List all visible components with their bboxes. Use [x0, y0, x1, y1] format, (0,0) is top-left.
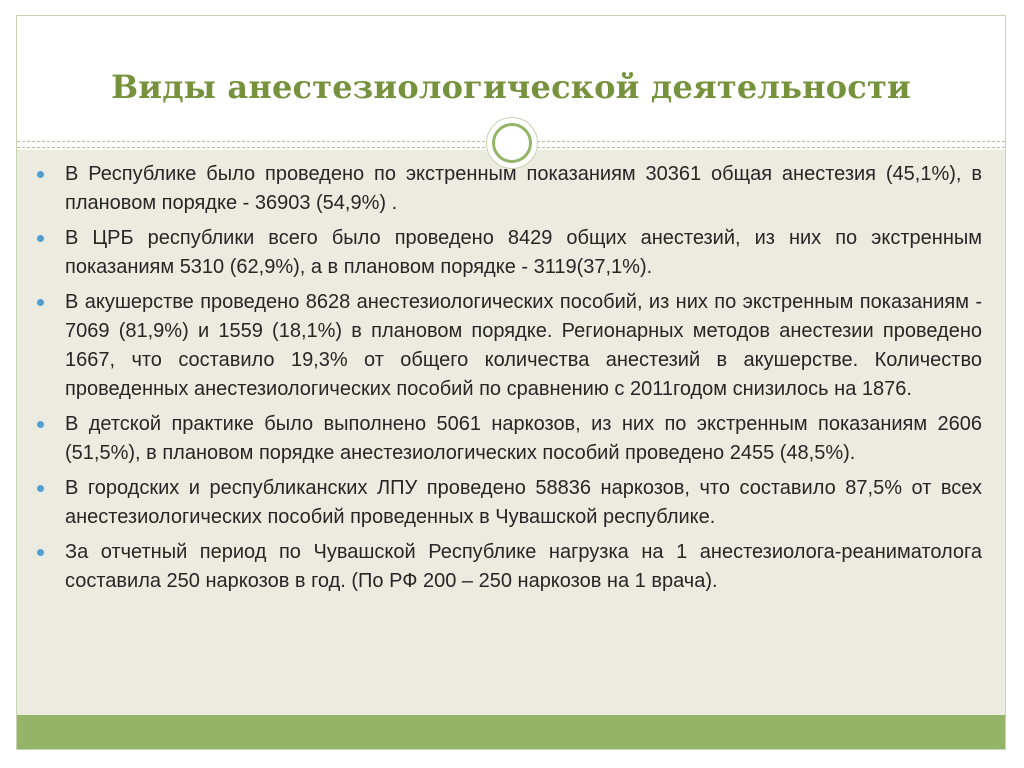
bullet-dot-icon — [37, 235, 44, 242]
bullet-text: За отчетный период по Чувашской Республике нагрузка на 1 анестезиолога-реаниматолога составила 250 наркозов в год. (По РФ 200 – 250 наркозов на 1 врача). — [65, 541, 982, 592]
bullet-item — [34, 224, 982, 282]
bullet-dot-icon — [37, 299, 44, 306]
bullet-item — [34, 538, 982, 596]
bullet-list — [34, 160, 982, 602]
bullet-text: В Республике было проведено по экстренным показаниям 30361 общая анестезия (45,1%), в плановом порядке - 36903 (54,9%) . — [65, 163, 982, 214]
bullet-dot-icon — [37, 421, 44, 428]
bullet-text: В городских и республиканских ЛПУ проведено 58836 наркозов, что составило 87,5% от всех анестезиологических пособий проведенных в Чувашской республике. — [65, 477, 982, 528]
bullet-item — [34, 410, 982, 468]
bullet-text: В ЦРБ республики всего было проведено 8429 общих анестезий, из них по экстренным показаниям 5310 (62,9%), а в плановом порядке - 3119(37,1%). — [65, 227, 982, 278]
bottom-accent-bar — [17, 715, 1005, 749]
bullet-text: В детской практике было выполнено 5061 наркозов, из них по экстренным показаниям 2606 (51,5%), в плановом порядке анестезиологических пособий проведено 2455 (48,5%). — [65, 413, 982, 464]
bullet-dot-icon — [37, 171, 44, 178]
bullet-item — [34, 474, 982, 532]
bullet-dot-icon — [37, 485, 44, 492]
bullet-text: В акушерстве проведено 8628 анестезиологических пособий, из них по экстренным показаниям - 7069 (81,9%) и 1559 (18,1%) в плановом порядке. Регионарных методов анестезии проведено 1667, что составило 19,3% от общего количества анестезий в акушерстве. Количество проведенных анестезиологических пособий по сравнению с 2011годом снизилось на 1876. — [65, 291, 982, 400]
slide-title: Виды анестезиологической деятельности — [111, 68, 911, 106]
bullet-dot-icon — [37, 549, 44, 556]
bullet-item — [34, 160, 982, 218]
circle-ring — [492, 123, 532, 163]
bullet-item — [34, 288, 982, 404]
